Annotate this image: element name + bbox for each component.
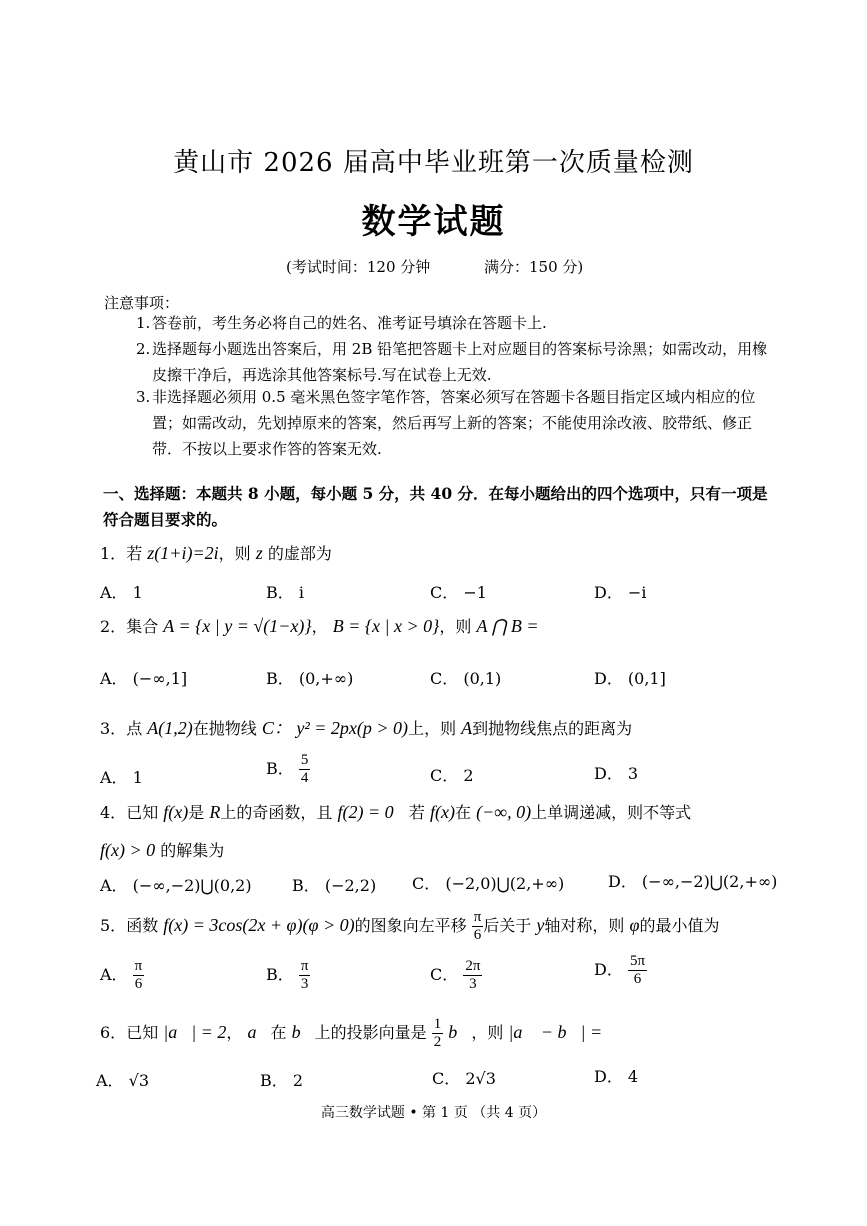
vector-b: b⃗ [291,1022,315,1042]
note-item-1 [136,310,776,336]
question-number: 1． [100,544,127,563]
function-expression: f(x) [163,802,189,822]
question-text: 后关于 [483,916,532,935]
notes-heading: 注意事项： [104,294,180,312]
q4-option-b: B． (−2,2) [292,876,377,895]
q5-option-d [594,953,647,988]
point-expression: A(1,2) [147,718,193,738]
fraction-numerator: 1 [433,1016,442,1032]
question-text: 已知 [126,803,159,822]
fraction-denominator: 6 [134,976,143,992]
question-text: 集合 [126,617,159,636]
note-number: 2. [136,340,151,358]
note-text: 非选择题必须用 0.5 毫米黑色签字笔作答，答案必须写在答题卡各题目指定区域内相应的位置；如需改动，先划掉原来的答案，然后再写上新的答案；不能使用涂改液、胶带纸、修正带．不按以上要求作答的答案无效. [152,388,756,458]
fraction-denominator: 6 [633,971,642,987]
fraction [299,752,311,787]
q6-option-b: B． 2 [260,1071,304,1090]
question-text: 的最小值为 [639,916,720,935]
question-text: ，则 [471,1023,504,1042]
question-text: 是 [188,803,205,822]
q2-option-b: B． (0,+∞) [266,669,354,688]
math-variable: y [536,915,545,935]
q5-option-a [100,958,144,993]
q1-option-c: C． −1 [430,583,487,602]
q4-option-d: D． (−∞,−2)⋃(2,+∞) [608,872,778,891]
question-number: 3． [100,719,127,738]
fraction [628,953,647,988]
intersection-expression: A ⋂ B = [476,616,539,636]
question-number: 5． [100,916,127,935]
option-label: C． [430,965,459,984]
question-1 [100,541,332,564]
question-text: ， [226,1023,243,1042]
fraction-numerator: 5π [629,953,646,969]
note-text: 选择题每小题选出答案后，用 2B 铅笔把答题卡上对应题目的答案标号涂黑；如需改动，用橡皮擦干净后，再选涂其他答案标号.写在试卷上无效. [152,340,768,384]
interval-expression: (−∞, 0) [476,802,532,822]
q5-option-c [430,958,482,993]
section-heading: 一、选择题：本题共 8 小题，每小题 5 分，共 40 分．在每小题给出的四个选项中，只有一项是符合题目要求的。 [103,484,768,529]
fraction [463,958,482,993]
fraction [133,958,145,993]
note-text: 答卷前，考生务必将自己的姓名、准考证号填涂在答题卡上. [152,314,547,332]
fraction-numerator: π [134,958,143,974]
q3-option-d: D． 3 [594,764,639,783]
fraction-numerator: 2π [465,958,481,974]
q1-option-d: D． −i [594,583,647,602]
q4-option-c: C． (−2,0)⋃(2,+∞) [412,874,565,893]
question-text: 在 [455,803,472,822]
full-score: 满分：150 分) [484,258,584,276]
question-number: 4． [100,803,127,822]
question-text: 的解集为 [160,841,225,860]
vector-difference-expression: |a⃗ − b⃗| = [508,1022,603,1042]
question-text: ， [311,617,328,636]
question-text: 在 [270,1023,287,1042]
option-label: A． [100,965,128,984]
question-text: 上的投影向量是 [314,1023,427,1042]
q6-option-a: A． √3 [96,1071,150,1090]
q3-option-b [266,752,310,787]
note-number: 3. [136,388,151,406]
fraction [432,1016,444,1051]
math-variable: z [255,543,263,563]
fraction-denominator: 3 [300,976,309,992]
q2-option-d: D． (0,1] [594,669,666,688]
math-expression: z(1+i)=2i [147,543,219,563]
inequality-expression: f(x) > 0 [100,840,156,860]
question-text: 上单调递减，则不等式 [531,803,692,822]
question-text: 在抛物线 [192,719,257,738]
question-text: 若 [126,544,143,563]
question-text: ，则 [218,544,251,563]
fraction [299,958,311,993]
real-set: R [209,802,221,822]
option-label: D． [594,960,623,979]
set-a-expression: A = {x | y = √(1−x)} [163,616,312,636]
q1-option-a: A． 1 [100,583,143,602]
question-text: 的图象向左平移 [354,916,467,935]
fraction-denominator: 6 [473,927,482,943]
q2-option-a: A． (−∞,1] [100,669,188,688]
math-variable: A [461,718,473,738]
fraction-denominator: 3 [469,976,477,992]
function-expression: f(x) [430,802,455,822]
math-variable: φ [629,915,640,935]
question-text: 若 [408,803,425,822]
vector-a: a⃗ [247,1022,271,1042]
set-b-expression: B = {x | x > 0} [332,616,440,636]
q1-option-b: B． i [266,583,304,602]
note-item-3 [136,384,776,462]
fraction [472,909,484,944]
question-number: 2． [100,617,127,636]
q3-option-a: A． 1 [100,768,143,787]
q6-option-c: C． 2√3 [432,1069,496,1088]
question-text: 点 [126,719,143,738]
question-4-line-1 [100,800,691,823]
question-text: 到抛物线焦点的距离为 [472,719,633,738]
q5-option-b [266,958,310,993]
exam-title: 黄山市 2026 届高中毕业班第一次质量检测 [173,148,694,178]
question-text: 函数 [126,916,159,935]
question-text: 上的奇函数，且 [220,803,333,822]
question-3 [100,714,632,740]
question-4-line-2 [100,838,224,861]
subject-title: 数学试题 [361,202,506,242]
function-value: f(2) = 0 [337,802,394,822]
exam-time: (考试时间：120 分钟 [286,258,431,276]
fraction-denominator: 2 [433,1034,442,1050]
question-5 [100,909,719,944]
option-label: B． [266,965,294,984]
question-number: 6． [100,1023,127,1042]
question-6 [100,1016,602,1051]
vector-norm-expression: |a⃗| = 2 [163,1022,227,1042]
fraction-numerator: 5 [300,752,309,768]
q4-option-a: A． (−∞,−2)⋃(0,2) [100,876,252,895]
q3-option-c: C． 2 [430,766,474,785]
question-text: 的虚部为 [267,544,332,563]
function-expression: f(x) = 3cos(2x + φ)(φ > 0) [163,915,355,935]
question-2 [100,614,539,637]
parabola-expression: C： y² = 2px(p > 0) [261,718,409,738]
note-item-2 [136,336,776,388]
fraction-denominator: 4 [300,770,309,786]
note-number: 1. [136,314,151,332]
q6-option-d: D． 4 [594,1067,639,1086]
question-text: 上，则 [408,719,457,738]
vector-b: b⃗ [448,1022,472,1042]
fraction-numerator: π [473,909,482,925]
fraction-numerator: π [300,958,309,974]
question-text: 轴对称，则 [544,916,625,935]
question-text: 已知 [126,1023,159,1042]
option-label: B． [266,759,294,778]
question-text: ，则 [439,617,472,636]
q2-option-c: C． (0,1) [430,669,502,688]
page-footer: 高三数学试题 • 第 1 页 （共 4 页） [320,1105,547,1121]
